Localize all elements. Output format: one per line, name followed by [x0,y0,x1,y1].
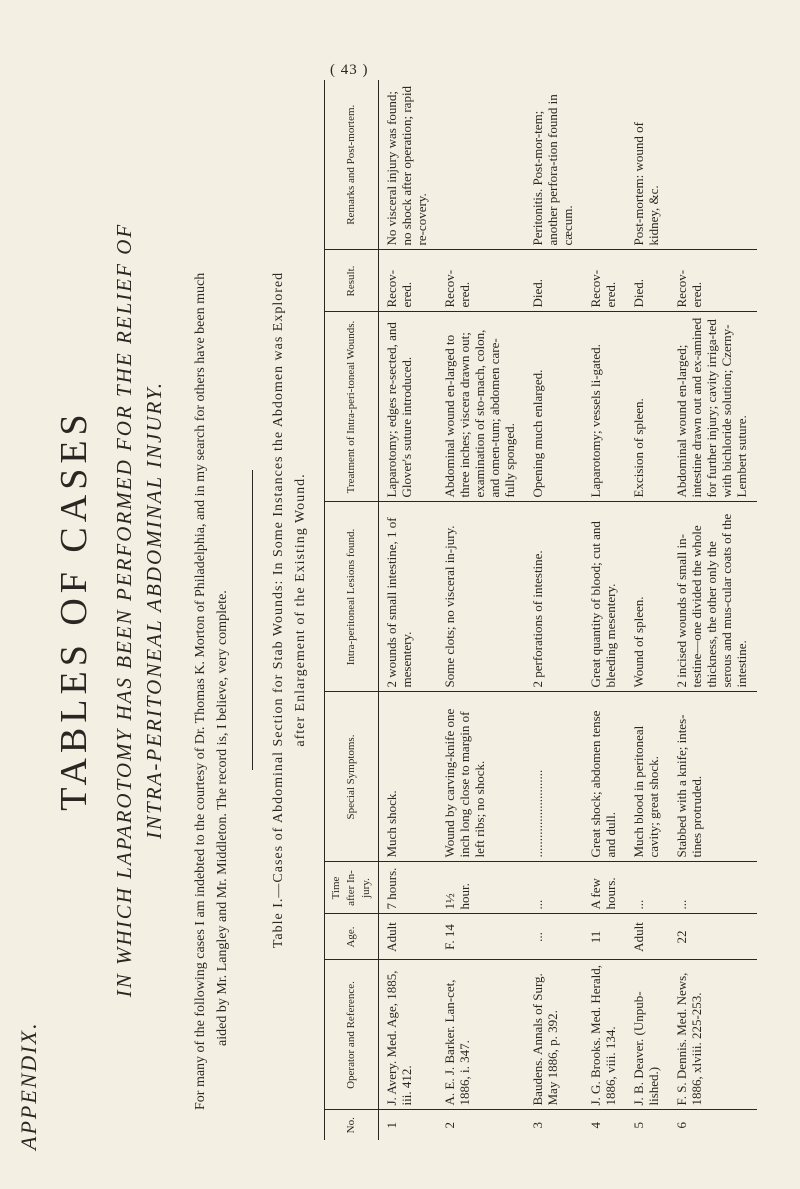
result: Recov-ered. [437,250,525,312]
table-title [268,70,312,1150]
col-header-lesions: Intra-peritoneal Lesions found. [325,502,379,692]
special-symptoms: Much blood in peritoneal cavity; great shock. [626,692,669,862]
operator-reference: J. Avery. Med. Age, 1885, iii. 412. [379,960,438,1110]
treatment: Excision of spleen. [626,312,669,502]
col-header-time: Time after In-jury. [325,862,379,914]
page-number: ( 43 ) [330,62,369,78]
case-number: 4 [583,1110,626,1140]
special-symptoms: Much shock. [379,692,438,862]
operator-reference: Baudens. Annals of Surg. May 1886, p. 392. [525,960,583,1110]
remarks: Post-mortem: wound of kidney, &c. [631,122,661,246]
age: 11 [583,914,626,960]
lesions-found: Wound of spleen. [626,502,669,692]
table-row [669,80,757,1140]
treatment: Laparotomy; edges re-sected, and Glover's suture introduced. [379,312,438,502]
time-after-injury: 7 hours. [379,862,438,914]
treatment: Laparotomy; vessels li-gated. [583,312,626,502]
age: ... [525,914,583,960]
lesions-found: 2 incised wounds of small in-testine—one divided the whole thickness, the other only the serous and mus-cular coats of the intestine. [669,502,757,692]
lesions-found: Great quantity of blood; cut and bleeding mesentery. [583,502,626,692]
case-number: 1 [379,1110,438,1140]
treatment: Abdominal wound en-larged to three inches; viscera drawn out; examination of sto-mach, colon, and omen-tum; abdomen care-fully sponged. [437,312,525,502]
appendix-label: APPENDIX. [16,1021,41,1150]
remarks: Peritonitis. Post-mor-tem; another perfora-tion found in cæcum. [530,94,575,246]
special-symptoms: Stabbed with a knife; intes-tines protruded. [669,692,757,862]
operator-reference: F. S. Dennis. Med. News, 1886, xlviii. 225-253. [669,960,757,1110]
table-row [583,80,626,1140]
subtitle-line-1: IN WHICH LAPAROTOMY HAS BEEN PERFORMED FOR THE RELIEF OF [112,222,136,998]
case-number: 6 [669,1110,757,1140]
table-row [525,80,583,1140]
intro-line-2: aided by Mr. Langley and Mr. Middleton. The record is, I believe, very complete. [215,590,230,1046]
case-number: 5 [626,1110,669,1140]
intro-paragraph [190,210,234,1110]
table-title-line-2: after Enlargement of the Existing Wound. [293,473,308,747]
col-header-treatment: Treatment of Intra-peri-toneal Wounds. [325,312,379,502]
case-number: 2 [437,1110,525,1140]
page-title: TABLES OF CASES [53,409,95,811]
result: Recov-ered. [379,250,438,312]
time-after-injury: ... [626,862,669,914]
result: Recov-ered. [583,250,626,312]
table-row [437,80,525,1140]
col-header-remarks: Remarks and Post-mortem. [325,80,379,250]
remarks: No visceral injury was found; no shock after operation; rapid re-covery. [384,85,429,246]
result: Recov-ered. [669,250,757,312]
rotated-page-content [6,70,796,1150]
lesions-found: 2 wounds of small intestine, 1 of mesentery. [379,502,438,692]
age: F. 14 [437,914,525,960]
treatment: Opening much enlarged. [525,312,583,502]
table-row [626,80,669,1140]
intro-line-1: For many of the following cases I am indebted to the courtesy of Dr. Thomas K. Morton of Philadelphia, and in my search for others have been much [193,272,208,1110]
subtitle-line-2: INTRA-PERITONEAL ABDOMINAL INJURY. [142,381,166,839]
table-row [379,80,438,1140]
operator-reference: A. E. J. Barker. Lan-cet, 1886, i. 347. [437,960,525,1110]
time-after-injury: 1½ hour. [437,862,525,914]
operator-reference: J. G. Brooks. Med. Herald, 1886, viii. 134. [583,960,626,1110]
col-header-operator: Operator and Reference. [325,960,379,1110]
age: Adult [626,914,669,960]
remarks [437,80,525,250]
treatment: Abdominal wound en-larged; intestine drawn out and ex-amined for further injury; cavity irriga-ted with bichloride solution; Czerny-Lembert suture. [669,312,757,502]
operator-reference: J. B. Deaver. (Unpub-lished.) [626,960,669,1110]
remarks [669,80,757,250]
cases-table [324,80,757,1140]
lesions-found: 2 perforations of intestine. [525,502,583,692]
time-after-injury: A few hours. [583,862,626,914]
remarks [583,80,626,250]
case-number: 3 [525,1110,583,1140]
special-symptoms: Wound by carving-knife one inch long close to margin of left ribs; no shock. [437,692,525,862]
result: Died. [626,250,669,312]
time-after-injury: ... [669,862,757,914]
col-header-symptoms: Special Symptoms. [325,692,379,862]
lesions-found: Some clots; no visceral in-jury. [437,502,525,692]
table-header-row [325,80,379,1140]
age: 22 [669,914,757,960]
special-symptoms: Great shock; abdomen tense and dull. [583,692,626,862]
result: Died. [525,250,583,312]
col-header-age: Age. [325,914,379,960]
age: Adult [379,914,438,960]
divider-rule [252,470,253,770]
col-header-no: No. [325,1110,379,1140]
special-symptoms: ........................... [525,692,583,862]
time-after-injury: ... [525,862,583,914]
table-title-line-1: Table I.—Cases of Abdominal Section for Stab Wounds: In Some Instances the Abdomen was Explored [271,271,286,949]
col-header-result: Result. [325,250,379,312]
